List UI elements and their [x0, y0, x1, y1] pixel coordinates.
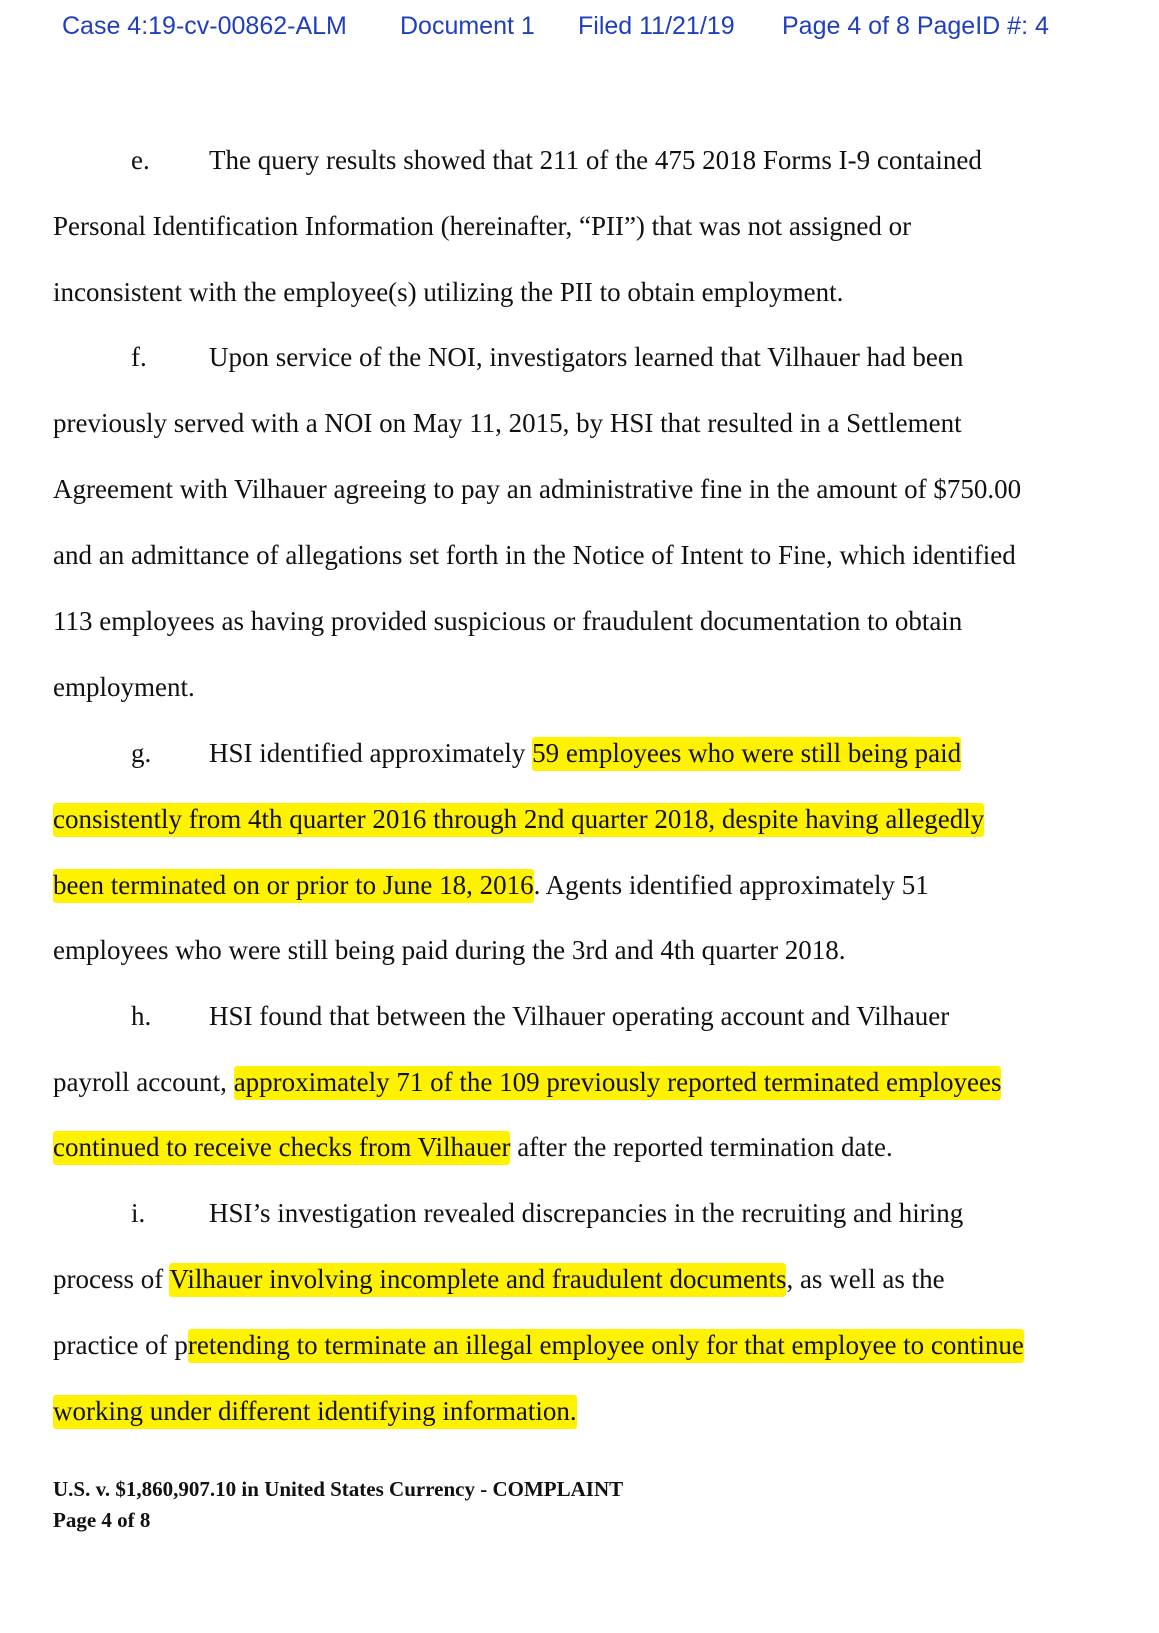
plain-text: after the reported termination date. [510, 1132, 893, 1162]
highlighted-text: approximately 71 of the 109 previously reported terminated employees [234, 1066, 1002, 1100]
paragraph-g-line-3 [53, 868, 929, 902]
paragraph-i-line-1: HSI’s investigation revealed discrepancies in the recruiting and hiring [209, 1198, 964, 1228]
plain-text: HSI identified approximately [209, 738, 533, 768]
plain-text: payroll account, [53, 1067, 234, 1097]
highlighted-text: working under different identifying information. [53, 1395, 577, 1429]
paragraph-g-line-4: employees who were still being paid during the 3rd and 4th quarter 2018. [53, 935, 846, 965]
highlighted-text: Vilhauer involving incomplete and fraudulent documents [169, 1263, 786, 1297]
paragraph-f-line-6: employment. [53, 672, 195, 702]
paragraph-h-line-2 [53, 1065, 1001, 1099]
plain-text: process of [53, 1264, 170, 1294]
highlighted-text: consistently from 4th quarter 2016 through 2nd quarter 2018, despite having allegedly [53, 803, 984, 837]
paragraph-f-line-3: Agreement with Vilhauer agreeing to pay an administrative fine in the amount of $750.00 [53, 474, 1022, 504]
paragraph-f-line-1: Upon service of the NOI, investigators learned that Vilhauer had been [209, 342, 964, 372]
paragraph-label-h: h. [131, 1001, 152, 1031]
paragraph-e-line-2: Personal Identification Information (hereinafter, “PII”) that was not assigned or [53, 211, 912, 241]
highlighted-text: continued to receive checks from Vilhauer [53, 1131, 510, 1165]
document-number: Document 1 [400, 12, 535, 40]
paragraph-f-line-5: 113 employees as having provided suspicious or fraudulent documentation to obtain [53, 606, 963, 636]
paragraph-label-i: i. [131, 1198, 146, 1228]
paragraph-h-line-1: HSI found that between the Vilhauer operating account and Vilhauer [209, 1001, 950, 1031]
case-number: Case 4:19-cv-00862-ALM [62, 12, 347, 40]
paragraph-e-line-3: inconsistent with the employee(s) utilizing the PII to obtain employment. [53, 277, 844, 307]
paragraph-i-line-4 [53, 1394, 577, 1428]
footer-caption: U.S. v. $1,860,907.10 in United States Currency - COMPLAINT [53, 1477, 624, 1501]
filed-date: Filed 11/21/19 [578, 12, 735, 40]
plain-text: , as well as the [786, 1264, 945, 1294]
footer-page-number: Page 4 of 8 [53, 1508, 151, 1532]
paragraph-g-line-2 [53, 802, 984, 836]
paragraph-e-line-1: The query results showed that 211 of the 475 2018 Forms I-9 contained [209, 145, 982, 175]
paragraph-label-e: e. [131, 145, 150, 175]
paragraph-f-line-4: and an admittance of allegations set forth in the Notice of Intent to Fine, which identified [53, 540, 1016, 570]
page-id: Page 4 of 8 PageID #: 4 [782, 12, 1049, 40]
document-header [0, 8, 1159, 48]
paragraph-g-line-1 [209, 736, 961, 770]
plain-text: practice of p [53, 1330, 188, 1360]
paragraph-f-line-2: previously served with a NOI on May 11, 2015, by HSI that resulted in a Settlement [53, 408, 962, 438]
paragraph-i-line-2 [53, 1262, 945, 1296]
paragraph-i-line-3 [53, 1328, 1024, 1362]
paragraph-label-g: g. [131, 738, 152, 768]
highlighted-text: retending to terminate an illegal employee only for that employee to continue [188, 1329, 1024, 1363]
plain-text: . Agents identified approximately 51 [533, 870, 929, 900]
highlighted-text: been terminated on or prior to June 18, 2016 [53, 869, 534, 903]
highlighted-text: 59 employees who were still being paid [532, 737, 961, 771]
paragraph-label-f: f. [131, 342, 147, 372]
paragraph-h-line-3 [53, 1130, 893, 1164]
